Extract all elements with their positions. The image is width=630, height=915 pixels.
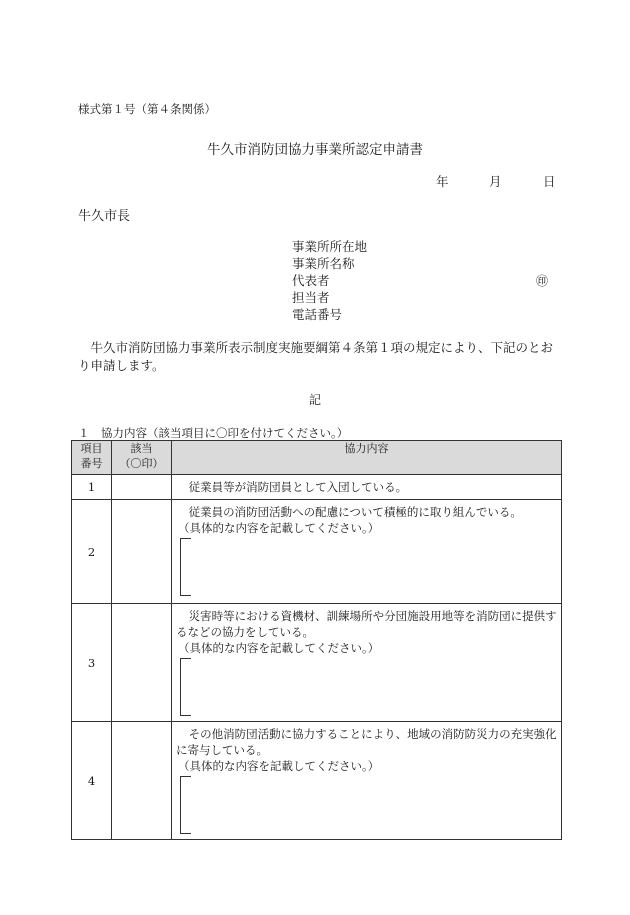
header-applicable: 該当 （〇印）: [112, 441, 172, 475]
header-item-no: 項目 番号: [72, 441, 112, 475]
row-number: 2: [72, 500, 112, 604]
row-content: 従業員の消防団活動への配慮について積極的に取り組んでいる。: [188, 505, 522, 519]
date-year-label: 年: [436, 174, 449, 189]
input-bracket[interactable]: [180, 776, 191, 834]
input-bracket[interactable]: [180, 538, 191, 596]
addressee: 牛久市長: [78, 209, 131, 224]
phone-label: 電話番号: [292, 307, 343, 322]
row-number: 1: [72, 475, 112, 500]
input-bracket[interactable]: [180, 658, 191, 716]
row-number: 3: [72, 604, 112, 722]
row-content: 従業員等が消防団員として入団している。: [188, 480, 408, 494]
section-heading: １ 協力内容（該当項目に〇印を付けてください。）: [78, 426, 349, 440]
date-month-label: 月: [489, 174, 502, 189]
table-row: [72, 604, 562, 722]
header-content: 協力内容: [172, 441, 562, 475]
application-statement: 牛久市消防団協力事業所表示制度実施要綱第４条第１項の規定により、下記のとおり申請します。: [78, 340, 554, 373]
row-note: （具体的な内容を記載してください。）: [178, 521, 380, 535]
check-cell[interactable]: [112, 475, 172, 500]
ki-heading: 記: [308, 393, 321, 407]
row-number: 4: [72, 722, 112, 840]
cooperation-table: [71, 440, 562, 840]
seal-icon: ㊞: [536, 274, 549, 288]
company-name-label: 事業所名称: [292, 256, 355, 271]
row-content: その他消防団活動に協力することにより、地域の消防防災力の充実強化に寄与している。: [176, 727, 557, 757]
check-cell[interactable]: [112, 500, 172, 604]
contact-person-label: 担当者: [292, 290, 330, 305]
row-content: 災害時等における資機材、訓練場所や分団施設用地等を消防団に提供するなどの協力をしている。: [176, 609, 557, 639]
document-title: 牛久市消防団協力事業所認定申請書: [207, 142, 423, 158]
table-header-row: [72, 441, 562, 475]
date-day-label: 日: [543, 174, 556, 189]
representative-label: 代表者: [292, 273, 330, 288]
row-note: （具体的な内容を記載してください。）: [178, 641, 380, 655]
address-label: 事業所所在地: [292, 239, 368, 254]
form-number: 様式第１号（第４条関係）: [78, 102, 216, 116]
table-row: [72, 500, 562, 604]
applicant-block: [292, 238, 367, 323]
check-cell[interactable]: [112, 722, 172, 840]
row-note: （具体的な内容を記載してください。）: [178, 759, 380, 773]
table-row: [72, 722, 562, 840]
check-cell[interactable]: [112, 604, 172, 722]
table-row: [72, 475, 562, 500]
